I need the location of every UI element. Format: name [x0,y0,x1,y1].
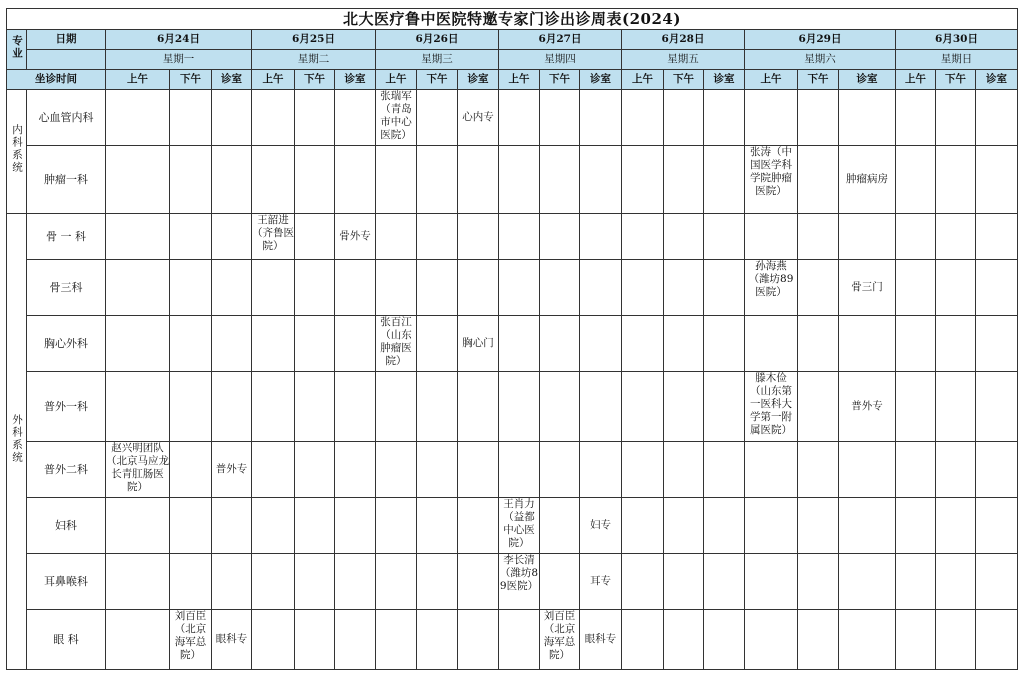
doctor-cell [798,372,839,442]
department-name: 骨 一 科 [27,214,106,260]
doctor-cell [170,146,212,214]
department-name: 胸心外科 [27,316,106,372]
system-group [7,90,27,214]
table-row [7,610,1018,670]
doctor-cell [295,554,335,610]
doctor-cell [376,146,417,214]
schedule-sheet [6,8,1018,670]
doctor-cell [106,554,170,610]
doctor-cell [745,316,798,372]
doctor-cell [745,554,798,610]
doctor-cell [664,442,704,498]
doctor-cell [106,498,170,554]
doctor-cell [499,372,540,442]
doctor-cell: 张百江（山东肿瘤医院） [376,316,417,372]
clinic-room-cell [212,372,252,442]
doctor-cell [540,372,580,442]
doctor-cell [417,214,458,260]
date-header-blank [27,50,106,70]
doctor-cell [417,260,458,316]
doctor-cell [499,214,540,260]
clinic-room-cell [704,90,745,146]
slot-header: 上午 [745,70,798,90]
clinic-room-cell [212,214,252,260]
system-group-label: 内科系统 [11,124,23,174]
doctor-cell [540,260,580,316]
clinic-room-cell [458,442,499,498]
doctor-cell [936,214,976,260]
department-name: 眼 科 [27,610,106,670]
doctor-cell [540,554,580,610]
clinic-room-cell: 普外专 [839,372,896,442]
clinic-room-cell [458,498,499,554]
doctor-cell [936,316,976,372]
page-title: 北大医疗鲁中医院特邀专家门诊出诊周表(2024) [6,8,1018,29]
clinic-room-cell [335,316,376,372]
doctor-cell [745,214,798,260]
clinic-room-cell [704,442,745,498]
slot-header: 下午 [417,70,458,90]
system-group [7,214,27,670]
doctor-cell [106,260,170,316]
doctor-cell [295,498,335,554]
clinic-room-cell [458,214,499,260]
doctor-cell [376,260,417,316]
doctor-cell [622,260,664,316]
doctor-cell [295,146,335,214]
clinic-room-cell: 胸心门 [458,316,499,372]
clinic-room-cell [704,260,745,316]
doctor-cell: 王肖力（益都中心医院） [499,498,540,554]
slot-header: 下午 [295,70,335,90]
doctor-cell [896,498,936,554]
doctor-cell [499,442,540,498]
slot-header: 诊室 [580,70,622,90]
doctor-cell: 赵兴明团队（北京马应龙长青肛肠医院） [106,442,170,498]
clinic-room-cell [976,498,1018,554]
clinic-room-cell [335,554,376,610]
doctor-cell [252,372,295,442]
doctor-cell [936,498,976,554]
doctor-cell [622,554,664,610]
doctor-cell: 滕木俭（山东第一医科大学第一附属医院） [745,372,798,442]
day-date: 6月27日 [499,30,622,50]
doctor-cell [417,316,458,372]
clinic-room-cell: 普外专 [212,442,252,498]
clinic-room-cell [335,146,376,214]
clinic-room-cell [839,316,896,372]
doctor-cell [745,90,798,146]
doctor-cell [106,610,170,670]
table-row [7,214,1018,260]
doctor-cell: 孙海燕（潍坊89医院） [745,260,798,316]
clinic-room-cell: 耳专 [580,554,622,610]
clinic-room-cell [976,316,1018,372]
doctor-cell [664,214,704,260]
doctor-cell [622,442,664,498]
clinic-room-cell: 眼科专 [580,610,622,670]
doctor-cell [798,146,839,214]
doctor-cell [170,260,212,316]
doctor-cell [896,442,936,498]
clinic-room-cell [976,610,1018,670]
doctor-cell [295,372,335,442]
doctor-cell [106,214,170,260]
doctor-cell [106,90,170,146]
doctor-cell [622,316,664,372]
slot-header: 上午 [622,70,664,90]
doctor-cell [417,610,458,670]
clinic-room-cell [839,610,896,670]
clinic-room-cell: 心内专 [458,90,499,146]
doctor-cell [295,260,335,316]
doctor-cell: 刘百臣（北京海军总院） [540,610,580,670]
doctor-cell [295,316,335,372]
doctor-cell [936,260,976,316]
slot-header: 上午 [896,70,936,90]
doctor-cell: 王韶进（齐鲁医院） [252,214,295,260]
table-row [7,260,1018,316]
day-weekday: 星期日 [896,50,1018,70]
major-header-label: 专业 [11,34,23,60]
slot-header: 下午 [540,70,580,90]
clinic-room-cell [335,372,376,442]
slot-header: 上午 [376,70,417,90]
doctor-cell [540,316,580,372]
doctor-cell [798,316,839,372]
slot-header: 诊室 [976,70,1018,90]
doctor-cell: 张涛（中国医学科学院肿瘤医院） [745,146,798,214]
day-date: 6月24日 [106,30,252,50]
clinic-room-cell [704,498,745,554]
doctor-cell [170,214,212,260]
doctor-cell [252,316,295,372]
doctor-cell [252,260,295,316]
clinic-room-cell [704,372,745,442]
day-date: 6月29日 [745,30,896,50]
doctor-cell [170,442,212,498]
doctor-cell [936,442,976,498]
slot-header: 上午 [499,70,540,90]
clinic-room-cell [458,554,499,610]
doctor-cell [664,554,704,610]
doctor-cell [417,442,458,498]
clinic-room-cell [335,90,376,146]
doctor-cell [936,372,976,442]
doctor-cell [664,372,704,442]
doctor-cell [896,554,936,610]
doctor-cell [540,146,580,214]
doctor-cell [745,498,798,554]
clinic-room-cell [580,260,622,316]
department-name: 妇科 [27,498,106,554]
doctor-cell [622,498,664,554]
clinic-room-cell [839,498,896,554]
clinic-room-cell [976,146,1018,214]
doctor-cell [376,214,417,260]
doctor-cell [745,442,798,498]
doctor-cell [295,442,335,498]
doctor-cell [664,316,704,372]
doctor-cell [540,214,580,260]
doctor-cell [417,146,458,214]
slot-header: 上午 [252,70,295,90]
doctor-cell [896,146,936,214]
day-weekday: 星期二 [252,50,376,70]
clinic-room-cell: 骨三门 [839,260,896,316]
table-row [7,442,1018,498]
doctor-cell [798,554,839,610]
doctor-cell [252,442,295,498]
doctor-cell [170,316,212,372]
clinic-room-cell [335,260,376,316]
doctor-cell [622,214,664,260]
day-weekday: 星期四 [499,50,622,70]
table-row [7,554,1018,610]
doctor-cell [417,498,458,554]
day-weekday: 星期三 [376,50,499,70]
doctor-cell [376,554,417,610]
doctor-cell [376,498,417,554]
slot-header: 诊室 [212,70,252,90]
slot-header: 下午 [664,70,704,90]
clinic-room-cell [704,610,745,670]
table-row [7,90,1018,146]
doctor-cell [540,498,580,554]
clinic-room-cell: 妇专 [580,498,622,554]
doctor-cell [798,442,839,498]
doctor-cell [252,610,295,670]
doctor-cell [540,90,580,146]
doctor-cell [170,554,212,610]
doctor-cell [499,90,540,146]
clinic-room-cell [212,554,252,610]
clinic-room-cell: 骨外专 [335,214,376,260]
doctor-cell [376,610,417,670]
clinic-room-cell [580,214,622,260]
slot-header: 诊室 [335,70,376,90]
doctor-cell [798,498,839,554]
doctor-cell [896,610,936,670]
doctor-cell [170,372,212,442]
doctor-cell [417,372,458,442]
doctor-cell [499,260,540,316]
day-weekday: 星期五 [622,50,745,70]
clinic-room-cell [212,146,252,214]
doctor-cell [499,316,540,372]
doctor-cell [499,146,540,214]
clinic-room-cell [212,90,252,146]
doctor-cell: 张瑞军（青岛市中心医院） [376,90,417,146]
doctor-cell [499,610,540,670]
doctor-cell [295,214,335,260]
department-name: 普外二科 [27,442,106,498]
table-row [7,316,1018,372]
doctor-cell [295,90,335,146]
doctor-cell [936,554,976,610]
clinic-room-cell [580,372,622,442]
clinic-room-cell [976,372,1018,442]
slot-header: 上午 [106,70,170,90]
doctor-cell [798,260,839,316]
slot-header: 下午 [170,70,212,90]
day-date: 6月28日 [622,30,745,50]
clinic-room-cell [458,610,499,670]
doctor-cell [540,442,580,498]
clinic-room-cell: 眼科专 [212,610,252,670]
clinic-room-cell [704,316,745,372]
doctor-cell [745,610,798,670]
department-name: 心血管内科 [27,90,106,146]
clinic-room-cell: 肿瘤病房 [839,146,896,214]
clinic-room-cell [335,498,376,554]
schedule-table [6,29,1018,670]
doctor-cell [417,554,458,610]
doctor-cell [896,214,936,260]
doctor-cell [170,90,212,146]
clinic-room-cell [976,90,1018,146]
clinic-room-cell [704,214,745,260]
slot-header: 诊室 [839,70,896,90]
doctor-cell [622,90,664,146]
clinic-room-cell [976,554,1018,610]
slot-header: 诊室 [458,70,499,90]
doctor-cell [417,90,458,146]
clinic-room-cell [212,316,252,372]
clinic-room-cell [976,214,1018,260]
doctor-cell [664,260,704,316]
doctor-cell [622,372,664,442]
clinic-room-cell [458,260,499,316]
doctor-cell [664,610,704,670]
doctor-cell [252,554,295,610]
day-date: 6月26日 [376,30,499,50]
doctor-cell [936,90,976,146]
department-name: 耳鼻喉科 [27,554,106,610]
doctor-cell [896,316,936,372]
table-row [7,146,1018,214]
clinic-room-cell [839,442,896,498]
clinic-room-cell [976,442,1018,498]
day-weekday: 星期六 [745,50,896,70]
doctor-cell [170,498,212,554]
doctor-cell [252,498,295,554]
major-header [7,30,27,70]
doctor-cell [295,610,335,670]
clinic-room-cell [580,146,622,214]
clinic-room-cell [458,372,499,442]
clinic-room-cell [335,442,376,498]
table-row [7,498,1018,554]
doctor-cell: 李长清（潍坊89医院） [499,554,540,610]
doctor-cell [252,146,295,214]
doctor-cell [106,316,170,372]
clinic-room-cell [580,316,622,372]
day-date: 6月30日 [896,30,1018,50]
slot-header: 诊室 [704,70,745,90]
clinic-room-cell [704,554,745,610]
doctor-cell [896,90,936,146]
time-header: 坐诊时间 [7,70,106,90]
doctor-cell [936,610,976,670]
slot-header: 下午 [936,70,976,90]
doctor-cell [622,610,664,670]
doctor-cell [106,372,170,442]
slot-header: 下午 [798,70,839,90]
system-group-label: 外科系统 [11,414,23,464]
doctor-cell [622,146,664,214]
doctor-cell [376,442,417,498]
doctor-cell [896,372,936,442]
doctor-cell [106,146,170,214]
doctor-cell [896,260,936,316]
clinic-room-cell [704,146,745,214]
date-header: 日期 [27,30,106,50]
doctor-cell [664,498,704,554]
doctor-cell [798,610,839,670]
doctor-cell: 刘百臣（北京海军总院） [170,610,212,670]
day-date: 6月25日 [252,30,376,50]
doctor-cell [664,146,704,214]
clinic-room-cell [839,90,896,146]
doctor-cell [798,90,839,146]
clinic-room-cell [458,146,499,214]
clinic-room-cell [580,442,622,498]
doctor-cell [798,214,839,260]
clinic-room-cell [212,260,252,316]
doctor-cell [376,372,417,442]
doctor-cell [936,146,976,214]
table-row [7,372,1018,442]
department-name: 肿瘤一科 [27,146,106,214]
clinic-room-cell [839,554,896,610]
department-name: 普外一科 [27,372,106,442]
clinic-room-cell [976,260,1018,316]
clinic-room-cell [839,214,896,260]
clinic-room-cell [580,90,622,146]
department-name: 骨三科 [27,260,106,316]
day-weekday: 星期一 [106,50,252,70]
doctor-cell [664,90,704,146]
doctor-cell [252,90,295,146]
clinic-room-cell [335,610,376,670]
clinic-room-cell [212,498,252,554]
